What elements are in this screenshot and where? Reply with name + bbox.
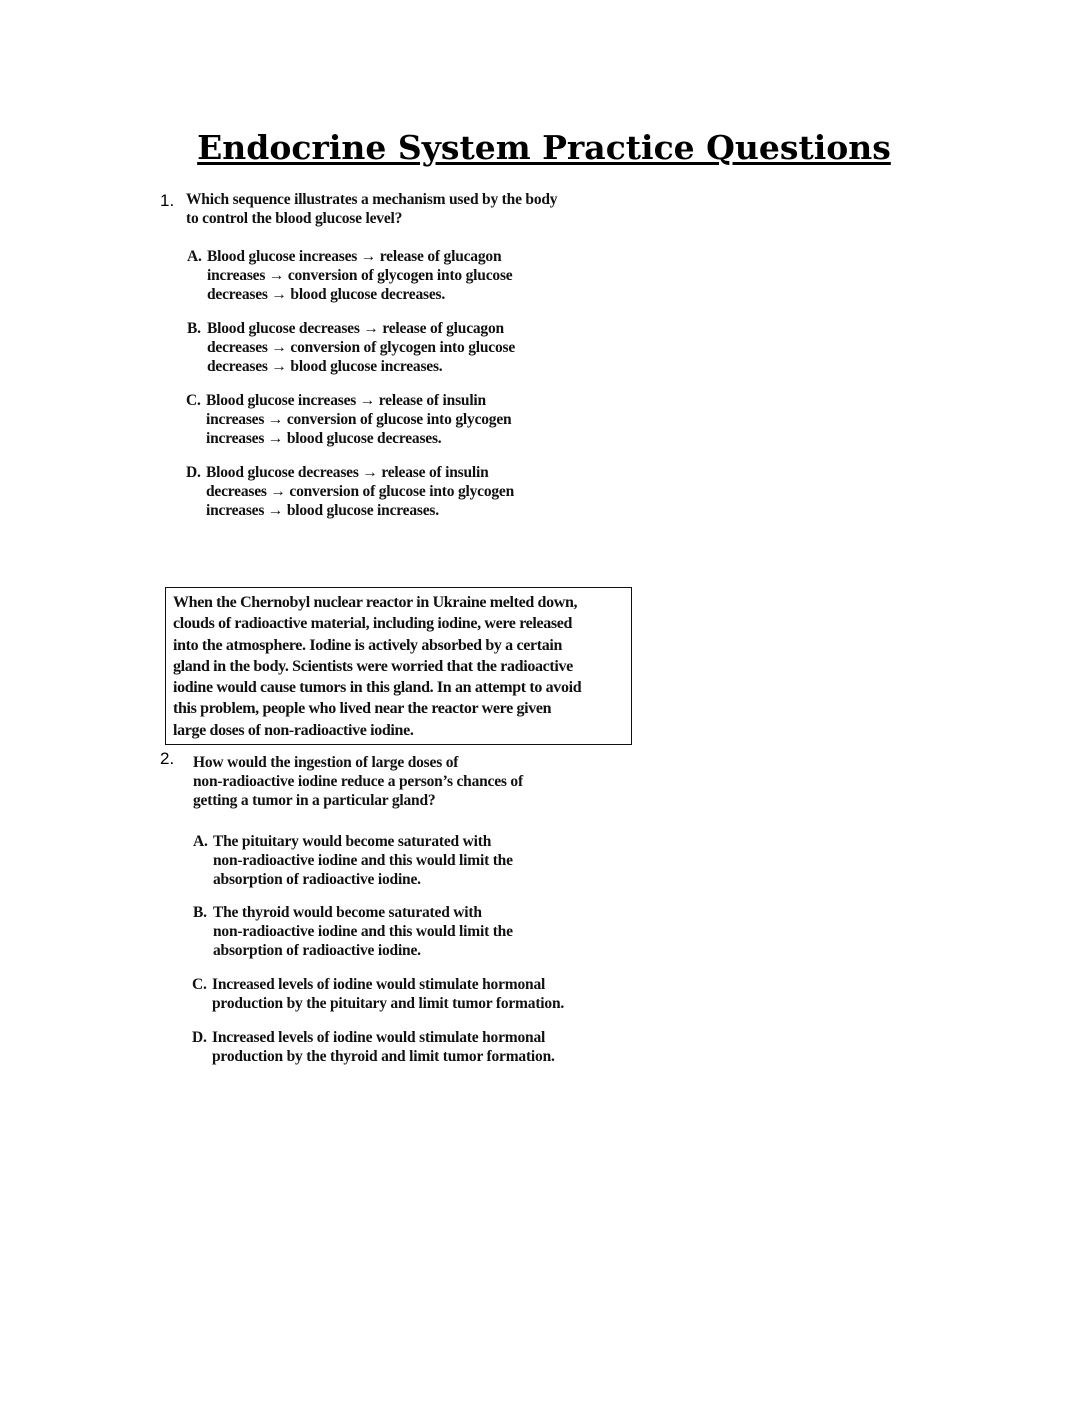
choice-text-line: increases → conversion of glucose into glycogen <box>206 411 512 428</box>
question-1-choice-b[interactable] <box>187 319 515 376</box>
question-2-choice-a[interactable] <box>193 832 513 889</box>
choice-text-line: decreases → conversion of glycogen into glucose <box>207 339 516 356</box>
passage-box <box>165 587 632 745</box>
question-1-choice-a[interactable] <box>187 247 512 304</box>
choice-text-line: The thyroid would become saturated with <box>213 904 482 921</box>
choice-text-line: decreases → blood glucose decreases. <box>207 286 446 303</box>
question-2-number: 2. <box>160 749 175 768</box>
choice-text-line: decreases → conversion of glucose into glycogen <box>206 483 515 500</box>
question-text-line: to control the blood glucose level? <box>186 210 403 227</box>
choice-letter: A. <box>187 248 202 265</box>
choice-letter: B. <box>193 904 207 921</box>
passage-line: When the Chernobyl nuclear reactor in Ukraine melted down, <box>173 594 578 611</box>
passage-line: large doses of non-radioactive iodine. <box>173 721 414 739</box>
passage-line: into the atmosphere. Iodine is actively absorbed by a certain <box>173 636 563 654</box>
choice-text-line: Increased levels of iodine would stimulate hormonal <box>212 976 546 993</box>
passage-line: gland in the body. Scientists were worried that the radioactive <box>173 657 573 675</box>
choice-text-line: Blood glucose decreases → release of insulin <box>206 464 489 481</box>
choice-text-line: increases → blood glucose increases. <box>206 502 439 519</box>
choice-text-line: Blood glucose increases → release of insulin <box>206 392 486 409</box>
passage-line: this problem, people who lived near the reactor were given <box>173 700 552 718</box>
choice-text-line: Increased levels of iodine would stimulate hormonal <box>212 1029 546 1046</box>
choice-text-line: absorption of radioactive iodine. <box>213 871 421 888</box>
page-title: Endocrine System Practice Questions <box>197 128 891 167</box>
choice-text-line: production by the thyroid and limit tumor formation. <box>212 1048 555 1065</box>
choice-text-line: non-radioactive iodine and this would limit the <box>213 923 513 940</box>
question-2-choice-d[interactable] <box>192 1028 555 1066</box>
question-1-choice-d[interactable] <box>186 463 514 520</box>
question-2-choice-b[interactable] <box>193 903 513 960</box>
question-text-line: Which sequence illustrates a mechanism used by the body <box>186 191 558 208</box>
choice-letter: D. <box>186 464 201 481</box>
choice-text-line: decreases → blood glucose increases. <box>207 358 443 375</box>
question-1-number: 1. <box>160 191 175 210</box>
question-2-choice-c[interactable] <box>192 975 564 1013</box>
choice-text-line: The pituitary would become saturated with <box>213 833 492 850</box>
question-1-choice-c[interactable] <box>186 391 511 448</box>
choice-text-line: Blood glucose decreases → release of glucagon <box>207 320 504 337</box>
choice-letter: A. <box>193 833 208 850</box>
choice-text-line: absorption of radioactive iodine. <box>213 942 421 959</box>
question-text-line: getting a tumor in a particular gland? <box>193 792 436 809</box>
question-1-text <box>186 190 557 228</box>
choice-letter: B. <box>187 320 201 337</box>
choice-letter: C. <box>186 392 201 409</box>
choice-text-line: increases → conversion of glycogen into glucose <box>207 267 513 284</box>
choice-text-line: non-radioactive iodine and this would limit the <box>213 852 513 869</box>
choice-text-line: increases → blood glucose decreases. <box>206 430 442 447</box>
question-2-text <box>193 753 523 810</box>
question-text-line: How would the ingestion of large doses of <box>193 754 459 771</box>
choice-letter: D. <box>192 1029 207 1046</box>
choice-text-line: Blood glucose increases → release of glucagon <box>207 248 502 265</box>
question-text-line: non-radioactive iodine reduce a person’s chances of <box>193 773 523 790</box>
passage-line: clouds of radioactive material, including iodine, were released <box>173 615 573 633</box>
choice-text-line: production by the pituitary and limit tumor formation. <box>212 995 565 1012</box>
choice-letter: C. <box>192 976 207 993</box>
passage-line: iodine would cause tumors in this gland. In an attempt to avoid <box>173 679 582 697</box>
